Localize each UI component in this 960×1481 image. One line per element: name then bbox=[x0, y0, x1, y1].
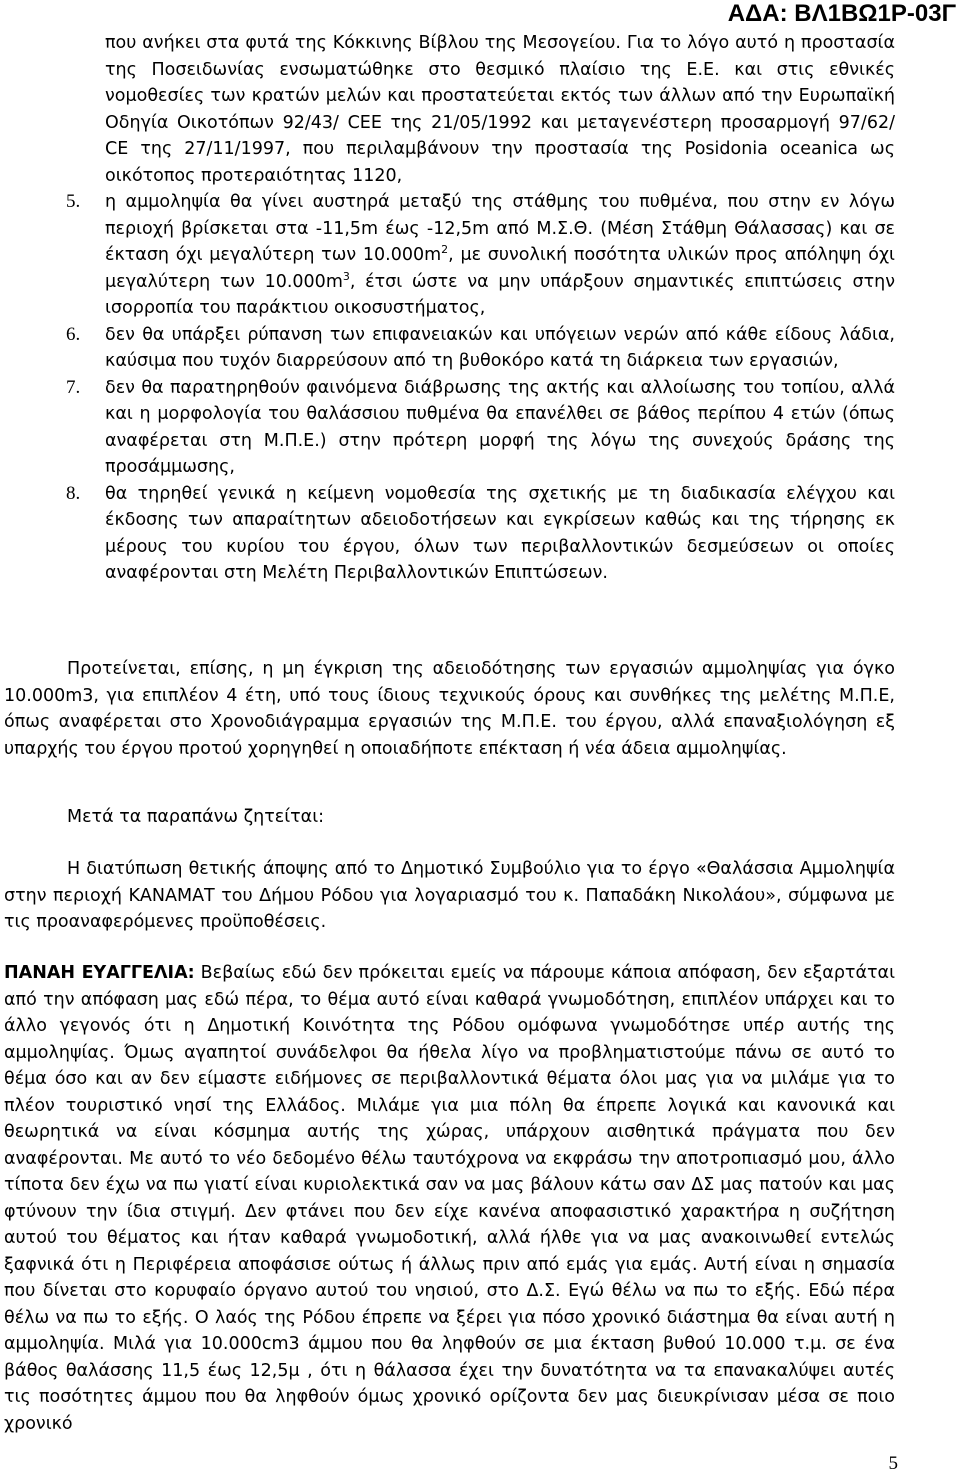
list-item-text: δεν θα υπάρξει ρύπανση των επιφανειακών και υπόγειων νερών από κάθε είδους λάδια, καύσιμα που τυχόν διαρρεύσουν από τη βυθοκόρο κατά τη διάρκεια των εργασιών, bbox=[105, 324, 895, 371]
list-item-continuation bbox=[105, 30, 895, 189]
list-item-text: που ανήκει στα φυτά της Κόκκινης Βίβλου της Μεσογείου. Για το λόγο αυτό η προστασία της Ποσειδωνίας ενσωματώθηκε στο θεσμικό πλαίσιο της Ε.Ε. και στις εθνικές νομοθεσίες των κρατών μελών και προστατεύεται εκτός των άλλων από την Ευρωπαϊκή Οδηγία Οικοτόπων 92/43/ CEE της 21/05/1992 και μεταγενέστερη προσαρμογή 97/62/ CE της 27/11/1997, που περιλαμβάνουν την προστασία της Posidonia oceanica ως οικότοπος προτεραιότητας 1120, bbox=[105, 33, 895, 186]
conditions-list bbox=[66, 30, 895, 587]
superscript: 2 bbox=[441, 243, 449, 257]
speech-paragraph bbox=[4, 960, 895, 1437]
document-code: ΑΔΑ: ΒΛ1ΒΩ1Ρ-03Γ bbox=[727, 0, 956, 27]
list-item-5 bbox=[66, 189, 895, 322]
list-item-text: δεν θα παρατηρηθούν φαινόμενα διάβρωσης της ακτής και αλλοίωσης του τοπίου, αλλά και η μορφολογία του θαλάσσιου πυθμένα θα επανέλθει σε βάθος περίπου 4 ετών (όπως αναφέρεται στη Μ.Π.Ε.) στην πρότερη μορφή της λόγω της συνεχούς δράσης της προσάμμωσης, bbox=[105, 377, 895, 477]
list-item-text: , με συνολική ποσότητα υλικών προς απόληψη όχι μεγαλύτερη των 10.000m bbox=[105, 245, 895, 292]
list-number: 7. bbox=[66, 376, 81, 398]
page-number: 5 bbox=[888, 1452, 898, 1474]
list-item-6 bbox=[66, 322, 895, 375]
list-item-7 bbox=[66, 375, 895, 481]
list-item-text: θα τηρηθεί γενικά η κείμενη νομοθεσία της σχετικής με τη διαδικασία ελέγχου και έκδοσης των απαραίτητων αδειοδοτήσεων και εγκρίσεων καθώς και της τήρησης εκ μέρους του κυρίου του έργου, όλων των περιβαλλοντικών δεσμεύσεων οι οποίες αναφέρονται στη Μελέτη Περιβαλλοντικών Επιπτώσεων. bbox=[105, 483, 895, 583]
list-item-8 bbox=[66, 481, 895, 587]
speech-text: Βεβαίως εδώ δεν πρόκειται εμείς να πάρουμε κάποια απόφαση, δεν εξαρτάται από την απόφαση μας εδώ πέρα, το θέμα αυτό είναι καθαρά γνωμοδότηση, επιπλέον υπάρχει και το άλλο γεγονός ότι η Δημοτική Κοινότητα της Ρόδου ομόφωνα γνωμοδότησε υπέρ αυτής της αμμοληψίας. Όμως αγαπητοί συνάδελφοι θα ήθελα λίγο να προβληματιστούμε πάνω σε αυτό το θέμα όσο και αν δεν είμαστε ειδήμονες σε περιβαλλοντικά θέματα όλοι μας για να μιλάμε για το πλέον τουριστικό νησί της Ελλάδος. Μιλάμε για μια πόλη θα έπρεπε λογικά και κανονικά και θεωρητικά να είναι κόσμημα αυτής της χώρας, υπάρχουν αισθητικά πράγματα που δεν αναφέρονται. Με αυτό το νέο δεδομένο θέλω ταυτόχρονα να εκφράσω την αποτροπιασμό μου, άλλο τίποτα δεν έχω να πω γιατί είναι κυριολεκτικά σαν να μας βάλουν κάτω σαν ΔΣ μας πατούν και μας φτύνουν την ίδια στιγμή. Δεν φτάνει που δεν είχε κανένα αποφασιστικό χαρακτήρα η συζήτηση αυτού του θέματος και ήταν καθαρά γνωμοδοτική, αλλά ήλθε για να μας ανακοινωθεί εντελώς ξαφνικά ότι η Περιφέρεια αποφάσισε ούτως ή άλλως πριν από εμάς για εμάς. Αυτή είναι η σημασία που δίνεται στο κορυφαίο όργανο αυτού του νησιού, στο Δ.Σ. Εγώ θέλω να πω το εξής. Εδώ πέρα θέλω να πω το εξής. Ο λαός της Ρόδου έπρεπε να ξέρει για πόσο χρονικό διάστημα θα είναι αυτή η αμμοληψία. Μιλά για 10.000cm3 άμμου που θα ληφθούν σε μια έκταση βυθού 10.000 τ.μ. σε ένα βάθος θαλάσσης 11,5 έως 12,5μ , ότι η θάλασσα έχει την δυνατότητα να τα επανακαλύψει αυτές τις ποσότητες άμμου που θα ληφθούν όμως χρονικό ορίζοντα δεν μας διευκρίνισαν μέσα σε ποιο χρονικό bbox=[4, 963, 895, 1434]
list-number: 6. bbox=[66, 323, 81, 345]
request-heading: Μετά τα παραπάνω ζητείται: bbox=[67, 807, 325, 827]
speaker-name: ΠΑΝΑΗ ΕΥΑΓΓΕΛΙΑ: bbox=[4, 963, 195, 983]
request-paragraph: Η διατύπωση θετικής άποψης από το Δημοτικό Συμβούλιο για το έργο «Θαλάσσια Αμμοληψία στην περιοχή ΚΑΝΑΜΑΤ του Δήμου Ρόδου για λογαριασμό του κ. Παπαδάκη Νικολάου», σύμφωνα με τις προαναφερόμενες προϋποθέσεις. bbox=[4, 859, 895, 932]
superscript: 3 bbox=[342, 269, 350, 283]
list-item-text: η αμμοληψία θα γίνει αυστηρά μεταξύ της στάθμης του πυθμένα, που στην εν λόγω περιοχή βρίσκεται στα -11,5m έως -12,5m από Μ.Σ.Θ. (Μέση Στάθμη Θάλασσας) και σε έκταση όχι μεγαλύτερη των 10.000m bbox=[105, 192, 895, 265]
list-number: 8. bbox=[66, 482, 81, 504]
list-item-text: , έτσι ώστε να μην υπάρξουν σημαντικές επιπτώσεις στην ισορροπία του παράκτιου οικοσυστήματος, bbox=[105, 271, 895, 318]
proposal-paragraph: Προτείνεται, επίσης, η μη έγκριση της αδειοδότησης των εργασιών αμμοληψίας για όγκο 10.000m3, για επιπλέον 4 έτη, υπό τους ίδιους τεχνικούς όρους και συνθήκες της μελέτης Μ.Π.Ε, όπως αναφέρεται στο Χρονοδιάγραμμα εργασιών της Μ.Π.Ε. του έργου, αλλά επαναξιολόγηση εξ υπαρχής του έργου προτού χορηγηθεί η οποιαδήποτε επέκταση ή νέα άδεια αμμοληψίας. bbox=[4, 659, 895, 759]
list-number: 5. bbox=[66, 191, 81, 212]
